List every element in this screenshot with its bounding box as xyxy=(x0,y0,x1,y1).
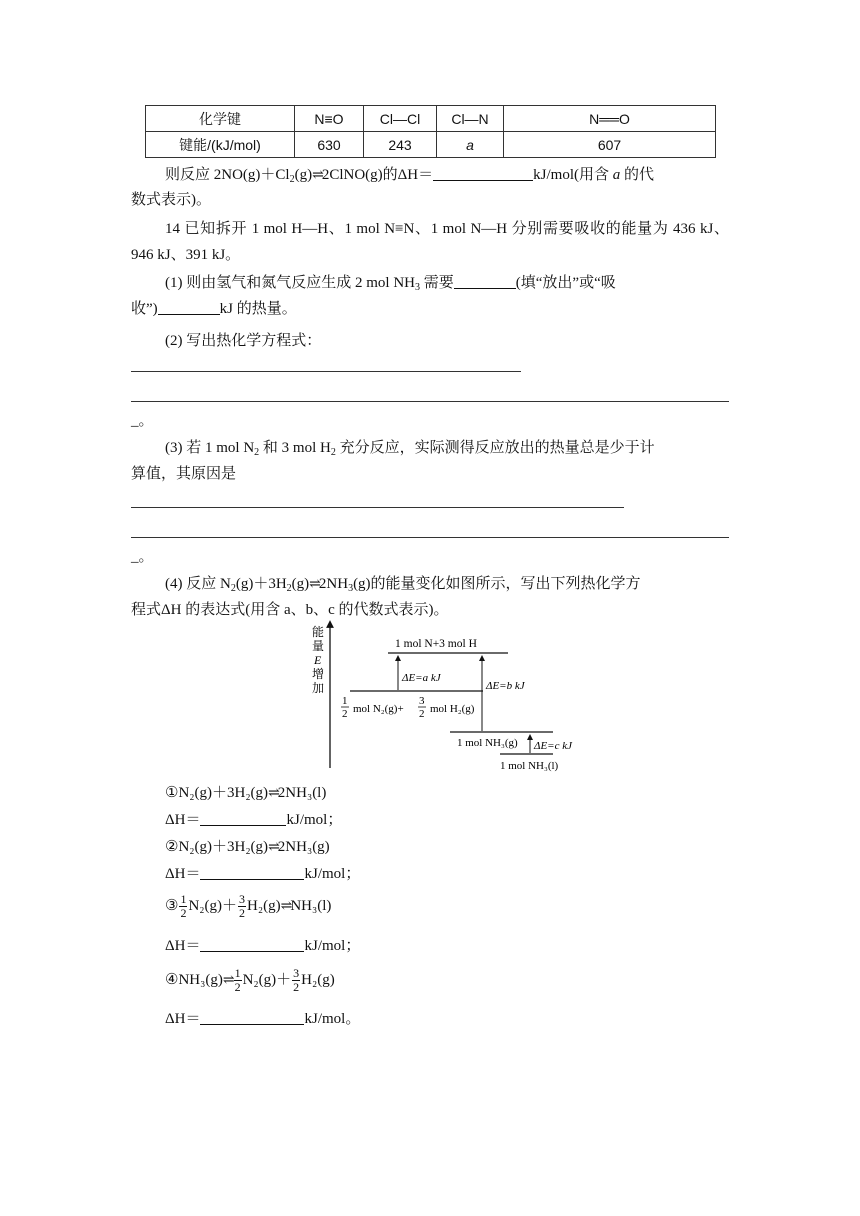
q14-part1-line2: 收”) kJ 的热量。 xyxy=(131,301,297,317)
fraction: $\frac{1}{2}$ xyxy=(180,892,187,920)
y-axis-label: E xyxy=(314,653,322,667)
header-cell: 键能/(kJ/mol) xyxy=(146,132,295,158)
energy-cell: 607 xyxy=(504,132,716,158)
level-top-label: 1 mol N+3 mol H xyxy=(395,638,477,650)
answer-line[interactable] xyxy=(131,507,624,508)
answer-blank[interactable] xyxy=(200,810,286,826)
item-2: ②N₂(g)＋3H₂(g)⇌2NH₃(g) xyxy=(165,839,330,855)
item-4: ④NH₃(g)⇌ $\frac{1}{2}$ N₂(g)＋ $\frac{3}{2}$ H₂(g) xyxy=(165,966,335,994)
y-axis-label: 能 xyxy=(312,625,325,639)
energy-cell: 243 xyxy=(364,132,437,158)
answer-blank[interactable] xyxy=(433,165,533,181)
bond-cell: Cl—Cl xyxy=(364,106,437,132)
delta-c-label: ΔE=c kJ xyxy=(534,740,572,752)
item-3-dh: ΔH＝ kJ/mol； xyxy=(165,938,361,954)
q14-part4: (4) 反应 $N_2(g)+3H_2(g)\rightleftharpoons 2NH_3(g)$的能量变化如图所示，写出下列热化学方 xyxy=(165,576,641,594)
level-bottom-label: 1 mol NH₃(l) xyxy=(500,760,559,772)
q14-part3: (3) 若 1 mol $N_2$ 和 3 mol $H_2$ 充分反应，实际测得反应放出的热量总是少于计 xyxy=(165,440,655,458)
answer-line[interactable] xyxy=(131,537,729,538)
end-mark: _。 xyxy=(131,549,154,565)
frac-den: 2 xyxy=(419,708,425,720)
q13-reaction-line: 则反应 $2NO(g)+Cl_2(g)\rightleftharpoons 2ClNO(g)$的ΔH＝ kJ/mol(用含 a 的代 xyxy=(165,167,654,185)
answer-blank[interactable] xyxy=(200,936,304,952)
table-row xyxy=(146,132,716,158)
energy-cell: 630 xyxy=(295,132,364,158)
item-2-dh: ΔH＝ kJ/mol； xyxy=(165,866,361,882)
frac-den: 2 xyxy=(342,708,348,720)
header-cell: 化学键 xyxy=(146,106,295,132)
answer-blank[interactable] xyxy=(454,273,516,289)
delta-b-label: ΔE=b kJ xyxy=(486,680,525,692)
fraction: $\frac{1}{2}$ xyxy=(234,966,241,994)
bond-cell: Cl—N xyxy=(437,106,504,132)
energy-cell: a xyxy=(437,132,504,158)
item-3: ③ $\frac{1}{2}$ N₂(g)＋ $\frac{3}{2}$ H₂(g)⇌NH₃(l) xyxy=(165,892,332,920)
item-1: ①N₂(g)＋3H₂(g)⇌2NH₃(l) xyxy=(165,785,327,801)
item-1-dh: ΔH＝ kJ/mol； xyxy=(165,812,343,828)
q13-line2: 数式表示)。 xyxy=(131,192,211,208)
energy-level-diagram xyxy=(300,618,600,778)
level-mid-label: mol N₂(g)+ xyxy=(353,703,404,715)
answer-blank[interactable] xyxy=(200,864,304,880)
q14-part4-line2: 程式ΔH 的表达式(用含 a、b、c 的代数式表示)。 xyxy=(131,602,449,618)
bond-energy-table xyxy=(145,105,716,158)
y-axis-label: 加 xyxy=(312,681,325,695)
level-mid-label-tail: mol H₂(g) xyxy=(430,703,475,715)
answer-blank[interactable] xyxy=(200,1009,304,1025)
level-low-label: 1 mol NH₃(g) xyxy=(457,737,518,749)
bond-cell: N≡O xyxy=(295,106,364,132)
q14-intro: 14 已知拆开 1 mol H—H、1 mol N≡N、1 mol N—H 分别需要吸收的能量为 436 kJ、946 kJ、391 kJ。 xyxy=(131,221,729,263)
q14-part2: (2) 写出热化学方程式： xyxy=(165,333,322,349)
y-axis-label: 量 xyxy=(312,639,325,653)
bond-cell: N══O xyxy=(504,106,716,132)
answer-blank[interactable] xyxy=(158,299,220,315)
q14-part3-line2: 算值，其原因是 xyxy=(131,466,237,482)
frac-num: 1 xyxy=(342,695,348,707)
table-row xyxy=(146,106,716,132)
fraction: $\frac{3}{2}$ xyxy=(293,966,300,994)
fraction: $\frac{3}{2}$ xyxy=(239,892,246,920)
delta-a-label: ΔE=a kJ xyxy=(402,672,441,684)
q14-part1: (1) 则由氢气和氮气反应生成 2 mol $NH_3$ 需要 (填“放出”或“吸 xyxy=(165,275,616,293)
end-mark: _。 xyxy=(131,413,154,429)
frac-num: 3 xyxy=(419,695,425,707)
answer-line[interactable] xyxy=(131,371,521,372)
y-axis-label: 增 xyxy=(312,667,325,681)
answer-line[interactable] xyxy=(131,401,729,402)
item-4-dh: ΔH＝ kJ/mol。 xyxy=(165,1011,361,1027)
